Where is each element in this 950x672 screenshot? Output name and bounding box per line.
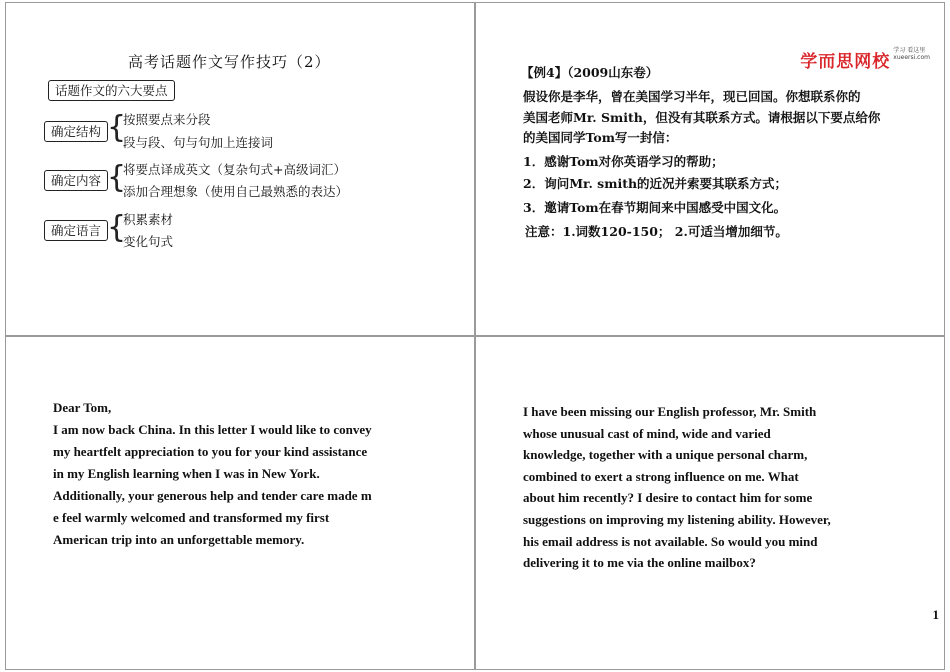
logo-text: 学而思网校 [800,52,891,72]
xueersi-logo [800,47,930,72]
point-item: 1．感谢Tom对你英语学习的帮助； [523,154,724,169]
letter-line: e feel warmly welcomed and transformed my first [53,510,330,525]
group-label-language: 确定语言 [44,220,108,241]
letter-line: my heartfelt appreciation to you for your kind assistance [53,444,368,459]
letter-line: in my English learning when I was in New York. [53,466,320,481]
group-item: 按照要点来分段 [123,112,211,127]
letter-line: combined to exert a strong influence on me. What [523,469,799,484]
group-item: 变化句式 [123,234,174,249]
prompt-line: 美国老师Mr. Smith，但没有其联系方式。请根据以下要点给你 [523,110,881,125]
brace-icon: { [107,210,127,245]
page-number: 1 [932,607,939,622]
letter-line: American trip into an unforgettable memory. [53,532,305,547]
six-points-header-box: 话题作文的六大要点 [48,80,175,101]
group-label-structure: 确定结构 [44,121,108,142]
point-item: 3．邀请Tom在春节期间来中国感受中国文化。 [523,200,787,215]
slide-writing-tips [5,2,475,336]
prompt-line: 假设你是李华，曾在美国学习半年，现已回国。你想联系你的 [523,89,861,104]
letter-line: I am now back China. In this letter I would like to convey [53,422,372,437]
letter-line: his email address is not available. So would you mind [523,534,818,549]
letter-line: about him recently? I desire to contact him for some [523,490,813,505]
group-item: 将要点译成英文（复杂句式+高级词汇） [123,162,346,177]
brace-icon: { [107,160,127,195]
logo-side-text: 学习 看这里 xueersi.com [893,47,930,61]
example-tag: 【例4】 [521,65,568,80]
slide-title: 高考话题作文写作技巧（2） [128,53,331,71]
group-label-content: 确定内容 [44,170,108,191]
letter-line: Additionally, your generous help and tender care made m [53,488,372,503]
letter-line: Dear Tom, [53,400,112,415]
example-heading [521,63,658,83]
point-item: 2．询问Mr. smith的近况并索要其联系方式； [523,176,788,191]
prompt-line: 的美国同学Tom写一封信： [523,130,678,145]
letter-line: whose unusual cast of mind, wide and varied [523,426,771,441]
group-item: 添加合理想象（使用自己最熟悉的表达） [123,184,349,199]
slide-letter-paragraph-2 [475,336,945,670]
example-source: （2009山东卷） [567,65,659,80]
slide-example-prompt [475,2,945,336]
letter-line: suggestions on improving my listening ability. However, [523,512,831,527]
letter-line: delivering it to me via the online mailbox? [523,555,756,570]
word-count-note: 注意：1.词数120-150； 2.可适当增加细节。 [525,224,788,239]
group-item: 积累素材 [123,212,174,227]
letter-line: I have been missing our English professor, Mr. Smith [523,404,817,419]
group-item: 段与段、句与句加上连接词 [123,135,274,150]
letter-line: knowledge, together with a unique personal charm, [523,447,808,462]
slide-letter-paragraph-1 [5,336,475,670]
brace-icon: { [107,110,127,145]
